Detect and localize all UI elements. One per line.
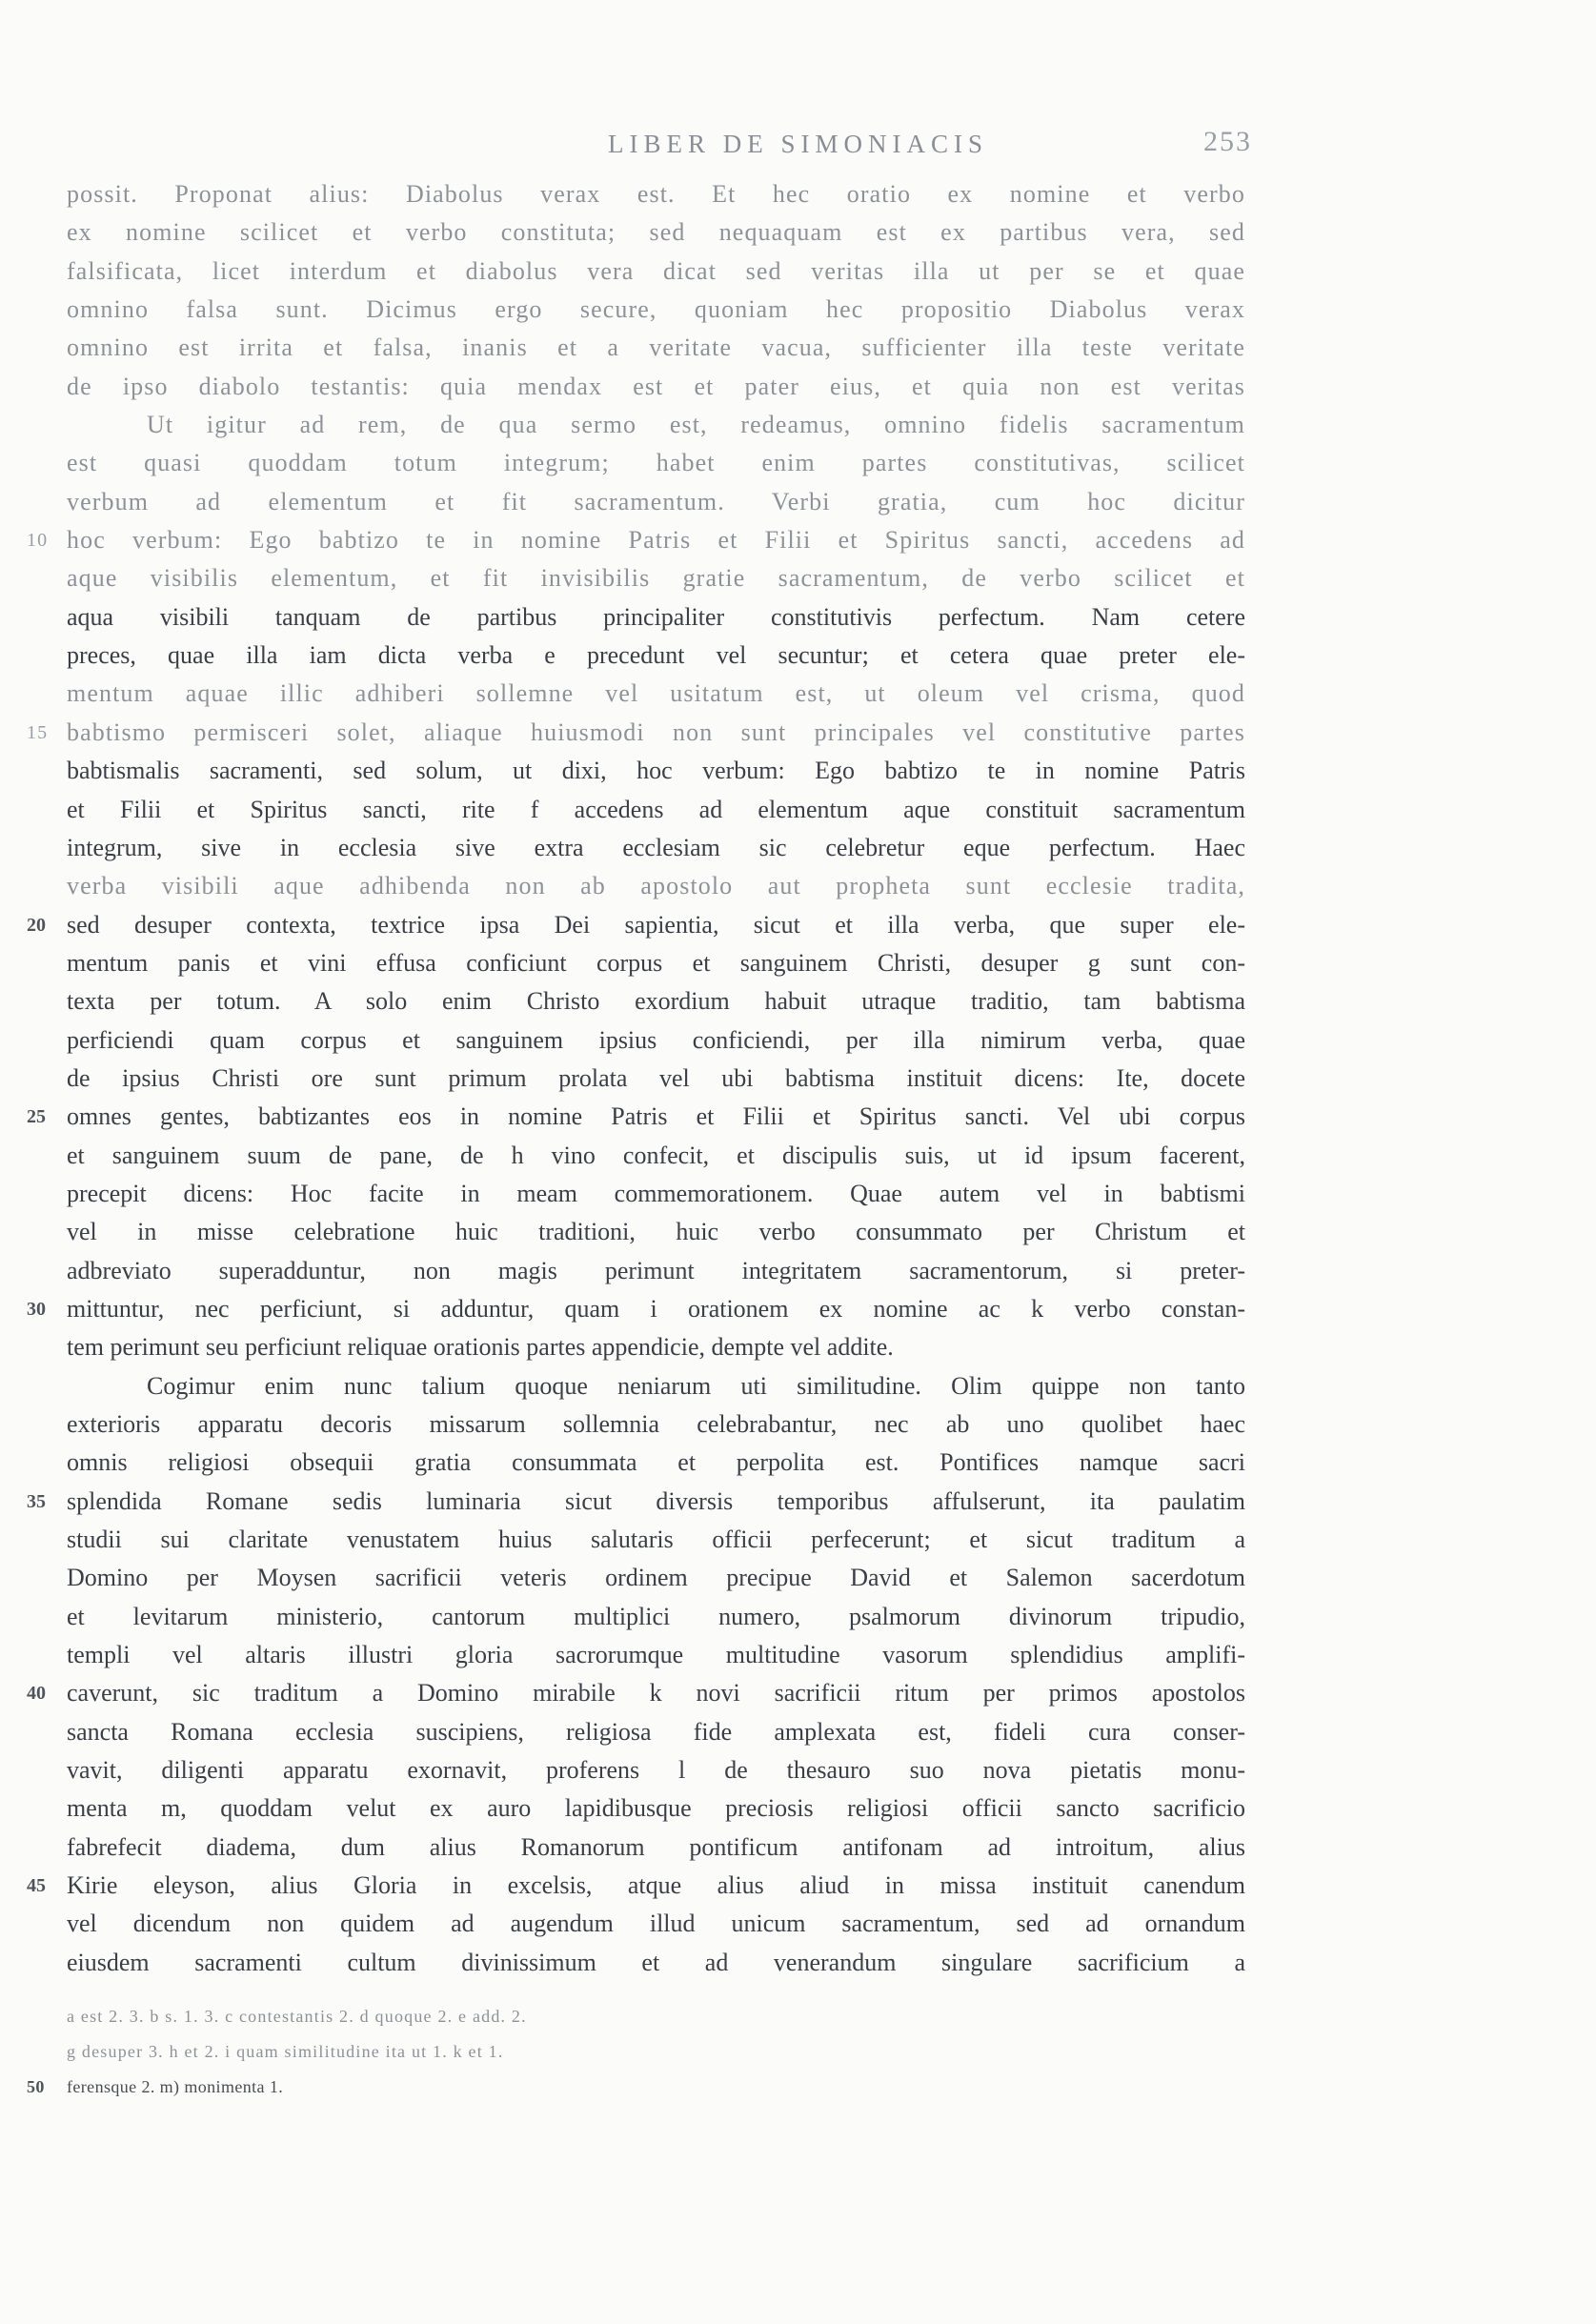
text-line xyxy=(67,213,1245,252)
text-line xyxy=(67,1521,1245,1559)
line-text: sancta Romana ecclesia suscipiens, religiosa fide amplexata est, fideli cura conser- xyxy=(67,1717,1245,1746)
line-text: est quasi quoddam totum integrum; habet enim partes constitutivas, scilicet xyxy=(67,449,1245,477)
line-text: splendida Romane sedis luminaria sicut diversis temporibus affulserunt, ita paulatim xyxy=(67,1486,1245,1515)
text-line xyxy=(67,1367,1245,1405)
line-text: vavit, diligenti apparatu exornavit, proferens l de thesauro suo nova pietatis monu- xyxy=(67,1756,1245,1785)
text-line xyxy=(67,598,1245,637)
footnote-line xyxy=(67,2034,1245,2070)
text-line xyxy=(67,1175,1245,1213)
text-line xyxy=(67,637,1245,675)
text-line xyxy=(27,521,1245,559)
text-line xyxy=(67,483,1245,521)
text-line xyxy=(67,253,1245,291)
text-line xyxy=(67,1405,1245,1444)
line-text: hoc verbum: Ego babtizo te in nomine Patris et Filii et Spiritus sancti, accedens ad xyxy=(67,526,1245,555)
line-text: fabrefecit diadema, dum alius Romanorum pontificum antifonam ad introitum, alius xyxy=(67,1832,1245,1861)
text-line xyxy=(67,1598,1245,1636)
text-line xyxy=(67,1137,1245,1175)
line-text: omnino falsa sunt. Dicimus ergo secure, quoniam hec propositio Diabolus verax xyxy=(67,295,1245,324)
line-text: Kirie eleyson, alius Gloria in excelsis, atque alius aliud in missa instituit canendum xyxy=(67,1871,1245,1900)
text-line xyxy=(67,291,1245,329)
text-line xyxy=(67,444,1245,482)
running-header-title: LIBER DE SIMONIACIS xyxy=(607,130,988,158)
line-text: templi vel altaris illustri gloria sacrorumque multitudine vasorum splendidius amplifi- xyxy=(67,1641,1245,1669)
text-line xyxy=(67,1713,1245,1751)
line-text: Domino per Moysen sacrificii veteris ordinem precipue David et Salemon sacerdotum xyxy=(67,1564,1245,1592)
line-text: ex nomine scilicet et verbo constituta; sed nequaquam est ex partibus vera, sed xyxy=(67,218,1245,247)
line-text: et Filii et Spiritus sancti, rite f accedens ad elementum aque constituit sacramentum xyxy=(67,795,1245,823)
text-line xyxy=(67,1213,1245,1251)
line-text: omnino est irrita et falsa, inanis et a veritate vacua, sufficienter illa teste veritate xyxy=(67,333,1245,362)
line-text: aque visibilis elementum, et fit invisibilis gratie sacramentum, de verbo scilicet et xyxy=(67,564,1245,593)
line-text: eiusdem sacramenti cultum divinissimum et ad venerandum singulare sacrificium a xyxy=(67,1948,1245,1976)
footnote-text: a est 2. 3. b s. 1. 3. c contestantis 2. d quoque 2. e add. 2. xyxy=(67,2007,527,2026)
line-text: babtismo permisceri solet, aliaque huiusmodi non sunt principales vel constitutive partes xyxy=(67,717,1245,746)
line-text: preces, quae illa iam dicta verba e precedunt vel secuntur; et cetera quae preter ele- xyxy=(67,641,1245,670)
line-text: et sanguinem suum de pane, de h vino confecit, et discipulis suis, ut id ipsum facerent, xyxy=(67,1141,1245,1169)
line-text: texta per totum. A solo enim Christo exordium habuit utraque traditio, tam babtisma xyxy=(67,987,1245,1016)
text-line xyxy=(67,675,1245,713)
line-text: de ipso diabolo testantis: quia mendax est et pater eius, et quia non est veritas xyxy=(67,372,1245,400)
text-line xyxy=(27,1867,1245,1905)
text-line xyxy=(67,1559,1245,1597)
text-line xyxy=(67,1444,1245,1482)
text-line xyxy=(67,1021,1245,1060)
line-text: Cogimur enim nunc talium quoque neniarum uti similitudine. Olim quippe non tanto xyxy=(147,1371,1245,1400)
text-line xyxy=(67,791,1245,829)
footnote-line xyxy=(67,1999,1245,2034)
line-number: 30 xyxy=(27,1298,46,1320)
line-text: Ut igitur ad rem, de qua sermo est, redeamus, omnino fidelis sacramentum xyxy=(147,411,1245,439)
text-line xyxy=(67,1789,1245,1828)
text-line xyxy=(67,1944,1245,1982)
text-line xyxy=(27,1483,1245,1521)
line-text: falsificata, licet interdum et diabolus vera dicat sed veritas illa ut per se et quae xyxy=(67,256,1245,285)
text-line xyxy=(67,944,1245,982)
line-text: sed desuper contexta, textrice ipsa Dei sapientia, sicut et illa verba, que super ele- xyxy=(67,910,1245,939)
line-text: verba visibili aque adhibenda non ab apostolo aut propheta sunt ecclesie tradita, xyxy=(67,872,1245,900)
text-line xyxy=(67,368,1245,406)
line-text: vel dicendum non quidem ad augendum illud unicum sacramentum, sed ad ornandum xyxy=(67,1910,1245,1938)
text-line xyxy=(67,752,1245,790)
text-line xyxy=(67,1829,1245,1867)
line-number: 20 xyxy=(27,914,46,936)
line-text: verbum ad elementum et fit sacramentum. Verbi gratia, cum hoc dicitur xyxy=(67,487,1245,515)
text-line xyxy=(27,906,1245,944)
footnote-line-number: 50 xyxy=(27,2077,45,2096)
footnotes xyxy=(27,1999,1245,2105)
line-text: aqua visibili tanquam de partibus principaliter constitutivis perfectum. Nam cetere xyxy=(67,602,1245,631)
text-line xyxy=(67,406,1245,444)
line-text: tem perimunt seu perficiunt reliquae orationis partes appendicie, dempte vel addite. xyxy=(67,1333,894,1362)
line-text: omnis religiosi obsequii gratia consummata et perpolita est. Pontifices namque sacri xyxy=(67,1448,1245,1477)
line-number: 15 xyxy=(27,721,49,743)
line-text: de ipsius Christi ore sunt primum prolata vel ubi babtisma instituit dicens: Ite, docete xyxy=(67,1063,1245,1092)
line-text: omnes gentes, babtizantes eos in nomine Patris et Filii et Spiritus sancti. Vel ubi corpus xyxy=(67,1102,1245,1131)
line-text: exterioris apparatu decoris missarum sollemnia celebrabantur, nec ab uno quolibet haec xyxy=(67,1410,1245,1438)
line-text: integrum, sive in ecclesia sive extra ecclesiam sic celebretur eque perfectum. Haec xyxy=(67,833,1245,861)
line-text: menta m, quoddam velut ex auro lapidibusque preciosis religiosi officii sancto sacrificio xyxy=(67,1794,1245,1823)
line-text: babtismalis sacramenti, sed solum, ut dixi, hoc verbum: Ego babtizo te in nomine Patris xyxy=(67,757,1245,785)
line-text: et levitarum ministerio, cantorum multiplici numero, psalmorum divinorum tripudio, xyxy=(67,1602,1245,1630)
line-text: caverunt, sic traditum a Domino mirabile k novi sacrificii ritum per primos apostolos xyxy=(67,1679,1245,1708)
line-text: studii sui claritate venustatem huius salutaris officii perfecerunt; et sicut traditum a xyxy=(67,1526,1245,1554)
footnote-text: g desuper 3. h et 2. i quam similitudine ita ut 1. k et 1. xyxy=(67,2042,504,2061)
line-number: 35 xyxy=(27,1490,46,1512)
line-text: mentum aquae illic adhiberi sollemne vel usitatum est, ut oleum vel crisma, quod xyxy=(67,679,1245,708)
text-line xyxy=(67,1636,1245,1674)
line-number: 10 xyxy=(27,530,49,552)
text-line xyxy=(67,867,1245,905)
line-text: adbreviato superadduntur, non magis perimunt integritatem sacramentorum, si preter- xyxy=(67,1256,1245,1284)
line-text: precepit dicens: Hoc facite in meam commemorationem. Quae autem vel in babtismi xyxy=(67,1179,1245,1207)
text-line xyxy=(67,829,1245,867)
footnote-text: ferensque 2. m) monimenta 1. xyxy=(67,2077,284,2096)
line-text: vel in misse celebratione huic traditioni, huic verbo consummato per Christum et xyxy=(67,1218,1245,1246)
footnote-line xyxy=(27,2070,1245,2105)
text-line xyxy=(67,1751,1245,1789)
line-text: mentum panis et vini effusa conficiunt corpus et sanguinem Christi, desuper g sunt con- xyxy=(67,948,1245,977)
line-text: mittuntur, nec perficiunt, si adduntur, quam i orationem ex nomine ac k verbo constan- xyxy=(67,1294,1245,1323)
text-line xyxy=(67,1905,1245,1943)
page-number: 253 xyxy=(1203,126,1252,157)
text-line xyxy=(67,1328,1245,1366)
text-line xyxy=(67,329,1245,367)
text-line xyxy=(27,714,1245,752)
line-text: possit. Proponat alius: Diabolus verax est. Et hec oratio ex nomine et verbo xyxy=(67,180,1245,208)
line-number: 25 xyxy=(27,1106,46,1128)
text-line xyxy=(67,982,1245,1021)
text-line xyxy=(27,1098,1245,1136)
text-line xyxy=(27,1290,1245,1328)
text-line xyxy=(27,1674,1245,1712)
line-text: perficiendi quam corpus et sanguinem ipsius conficiendi, per illa nimirum verba, quae xyxy=(67,1025,1245,1054)
text-line xyxy=(67,175,1245,213)
text-line xyxy=(67,1060,1245,1098)
line-number: 40 xyxy=(27,1683,46,1705)
body-text xyxy=(27,175,1245,1982)
text-line xyxy=(67,559,1245,597)
line-number: 45 xyxy=(27,1875,46,1897)
text-line xyxy=(67,1252,1245,1290)
